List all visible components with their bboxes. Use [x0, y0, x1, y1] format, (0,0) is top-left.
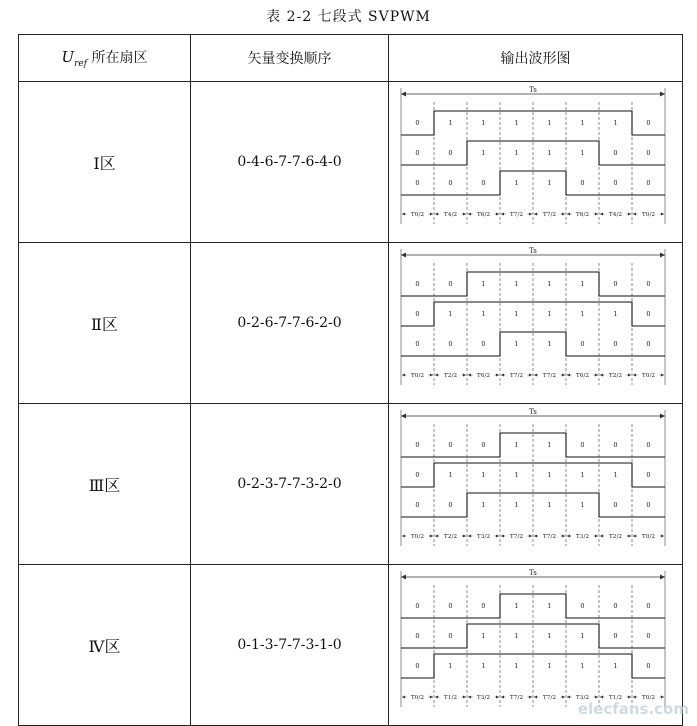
time-arrow-head — [430, 696, 433, 699]
time-arrow-head — [402, 696, 405, 699]
time-arrow-head — [468, 213, 471, 216]
time-interval-label: T1/2 — [443, 695, 458, 702]
time-interval-label: T7/2 — [542, 695, 557, 702]
waveform-state-label: 1 — [580, 632, 585, 640]
time-arrow-head — [661, 535, 664, 538]
waveform-state-label: 0 — [580, 441, 585, 449]
waveform-state-label: 1 — [547, 310, 552, 318]
waveform-state-label: 0 — [448, 179, 453, 187]
waveform-state-label: 0 — [646, 662, 651, 670]
header-waveform: 输出波形图 — [389, 35, 683, 82]
sequence-cell: 0-2-3-7-7-3-2-0 — [191, 404, 389, 565]
waveform-state-label: 1 — [448, 662, 453, 670]
waveform-state-label: 0 — [646, 441, 651, 449]
ts-arrow-head-left — [401, 92, 406, 97]
time-arrow-head — [562, 535, 565, 538]
waveform-state-label: 1 — [547, 149, 552, 157]
time-interval-label: T0/2 — [410, 373, 425, 380]
waveform-state-label: 1 — [514, 662, 519, 670]
waveform-state-label: 1 — [481, 119, 486, 127]
time-interval-label: T0/2 — [410, 212, 425, 219]
waveform-state-label: 0 — [415, 632, 420, 640]
waveform-state-label: 0 — [646, 501, 651, 509]
waveform-state-label: 1 — [547, 179, 552, 187]
time-arrow-head — [562, 696, 565, 699]
waveform-state-label: 1 — [514, 602, 519, 610]
time-interval-label: T2/2 — [443, 534, 458, 541]
waveform-cell — [389, 82, 683, 243]
waveform-state-label: 1 — [547, 119, 552, 127]
time-arrow-head — [463, 213, 466, 216]
time-interval-label: T4/2 — [443, 212, 458, 219]
time-interval-label: T7/2 — [542, 534, 557, 541]
waveform-state-label: 0 — [415, 441, 420, 449]
time-interval-label: T6/2 — [476, 373, 491, 380]
waveform-state-label: 0 — [646, 310, 651, 318]
time-arrow-head — [501, 535, 504, 538]
time-arrow-head — [430, 213, 433, 216]
time-arrow-head — [600, 696, 603, 699]
waveform-state-label: 1 — [547, 471, 552, 479]
time-interval-label: T7/2 — [509, 373, 524, 380]
time-arrow-head — [633, 696, 636, 699]
waveform-state-label: 1 — [514, 501, 519, 509]
time-interval-label: T6/2 — [575, 212, 590, 219]
waveform-state-label: 1 — [481, 149, 486, 157]
time-arrow-head — [529, 374, 532, 377]
waveform-state-label: 0 — [613, 340, 618, 348]
time-arrow-head — [562, 213, 565, 216]
time-arrow-head — [628, 213, 631, 216]
sequence-cell: 0-2-6-7-7-6-2-0 — [191, 243, 389, 404]
time-arrow-head — [501, 696, 504, 699]
waveform-state-label: 1 — [547, 501, 552, 509]
header-row — [19, 35, 683, 82]
time-interval-label: T2/2 — [608, 373, 623, 380]
waveform-state-label: 0 — [481, 340, 486, 348]
time-interval-label: T2/2 — [443, 373, 458, 380]
waveform-diagram — [389, 84, 679, 240]
table-row — [19, 243, 683, 404]
waveform-state-label: 1 — [448, 310, 453, 318]
waveform-state-label: 0 — [415, 501, 420, 509]
waveform-state-label: 0 — [415, 280, 420, 288]
waveform-state-label: 0 — [646, 119, 651, 127]
time-arrow-head — [633, 535, 636, 538]
time-interval-label: T7/2 — [509, 212, 524, 219]
time-interval-label: T7/2 — [542, 212, 557, 219]
time-arrow-head — [463, 374, 466, 377]
time-arrow-head — [628, 535, 631, 538]
waveform-state-label: 1 — [580, 662, 585, 670]
time-interval-label: T6/2 — [476, 212, 491, 219]
time-interval-label: T2/2 — [608, 534, 623, 541]
waveform-state-label: 1 — [580, 280, 585, 288]
waveform-state-label: 0 — [448, 441, 453, 449]
time-arrow-head — [430, 374, 433, 377]
sector-cell: Ⅳ区 — [19, 565, 191, 726]
waveform-state-label: 0 — [481, 441, 486, 449]
time-arrow-head — [501, 374, 504, 377]
waveform-state-label: 0 — [415, 602, 420, 610]
time-arrow-head — [496, 696, 499, 699]
waveform-state-label: 1 — [448, 471, 453, 479]
waveform-cell — [389, 404, 683, 565]
time-arrow-head — [435, 213, 438, 216]
time-arrow-head — [534, 696, 537, 699]
waveform-state-label: 1 — [580, 501, 585, 509]
waveform-state-label: 0 — [646, 632, 651, 640]
waveform-state-label: 0 — [613, 149, 618, 157]
ts-arrow-head-right — [660, 575, 665, 580]
time-interval-label: T0/2 — [641, 695, 656, 702]
time-arrow-head — [529, 535, 532, 538]
waveform-state-label: 0 — [646, 471, 651, 479]
ts-arrow-head-right — [660, 414, 665, 419]
time-arrow-head — [595, 535, 598, 538]
waveform-state-label: 0 — [415, 471, 420, 479]
time-arrow-head — [600, 374, 603, 377]
time-arrow-head — [463, 696, 466, 699]
time-arrow-head — [567, 374, 570, 377]
time-interval-label: T0/2 — [410, 534, 425, 541]
waveform-state-label: 1 — [514, 179, 519, 187]
sector-cell: Ⅱ区 — [19, 243, 191, 404]
waveform-state-label: 0 — [415, 340, 420, 348]
time-arrow-head — [628, 374, 631, 377]
waveform-state-label: 1 — [448, 119, 453, 127]
time-arrow-head — [430, 535, 433, 538]
time-interval-label: T4/2 — [608, 212, 623, 219]
ts-label: Ts — [529, 408, 537, 416]
waveform-state-label: 0 — [613, 179, 618, 187]
time-arrow-head — [600, 213, 603, 216]
sector-cell: Ⅲ区 — [19, 404, 191, 565]
waveform-state-label: 1 — [613, 119, 618, 127]
time-arrow-head — [402, 535, 405, 538]
time-arrow-head — [595, 696, 598, 699]
time-interval-label: T0/2 — [410, 695, 425, 702]
waveform-state-label: 0 — [613, 632, 618, 640]
time-arrow-head — [600, 535, 603, 538]
time-arrow-head — [567, 213, 570, 216]
time-arrow-head — [562, 374, 565, 377]
sector-cell: Ⅰ区 — [19, 82, 191, 243]
waveform-state-label: 1 — [547, 662, 552, 670]
time-arrow-head — [435, 696, 438, 699]
time-interval-label: T7/2 — [509, 695, 524, 702]
time-arrow-head — [567, 535, 570, 538]
waveform-state-label: 1 — [514, 340, 519, 348]
waveform-state-label: 1 — [481, 471, 486, 479]
time-arrow-head — [534, 213, 537, 216]
waveform-state-label: 1 — [514, 632, 519, 640]
waveform-state-label: 1 — [514, 119, 519, 127]
uref-symbol: $U_{ref}$ — [61, 48, 88, 69]
time-interval-label: T7/2 — [542, 373, 557, 380]
waveform-state-label: 0 — [448, 632, 453, 640]
waveform-state-label: 1 — [481, 310, 486, 318]
time-interval-label: T3/2 — [476, 695, 491, 702]
waveform-state-label: 1 — [547, 340, 552, 348]
waveform-state-label: 1 — [514, 280, 519, 288]
waveform-state-label: 1 — [613, 662, 618, 670]
time-interval-label: T6/2 — [575, 373, 590, 380]
time-arrow-head — [468, 696, 471, 699]
ts-label: Ts — [529, 86, 537, 94]
time-arrow-head — [628, 696, 631, 699]
waveform-state-label: 1 — [481, 662, 486, 670]
time-interval-label: T3/2 — [575, 695, 590, 702]
waveform-state-label: 0 — [448, 501, 453, 509]
waveform-state-label: 1 — [547, 602, 552, 610]
time-arrow-head — [435, 374, 438, 377]
time-interval-label: T7/2 — [509, 534, 524, 541]
time-arrow-head — [435, 535, 438, 538]
waveform-state-label: 0 — [646, 149, 651, 157]
time-arrow-head — [633, 374, 636, 377]
ts-label: Ts — [529, 569, 537, 577]
waveform-cell — [389, 243, 683, 404]
time-arrow-head — [468, 535, 471, 538]
waveform-state-label: 1 — [580, 310, 585, 318]
svpwm-table — [18, 34, 683, 726]
waveform-state-label: 0 — [646, 280, 651, 288]
waveform-state-label: 0 — [580, 179, 585, 187]
waveform-state-label: 1 — [514, 471, 519, 479]
waveform-state-label: 0 — [448, 602, 453, 610]
time-arrow-head — [529, 696, 532, 699]
sequence-cell: 0-4-6-7-7-6-4-0 — [191, 82, 389, 243]
waveform-state-label: 0 — [613, 441, 618, 449]
time-arrow-head — [463, 535, 466, 538]
waveform-state-label: 0 — [415, 662, 420, 670]
waveform-state-label: 0 — [580, 602, 585, 610]
waveform-state-label: 1 — [481, 632, 486, 640]
waveform-state-label: 1 — [580, 471, 585, 479]
waveform-state-label: 0 — [646, 179, 651, 187]
waveform-state-label: 1 — [580, 119, 585, 127]
ts-arrow-head-left — [401, 575, 406, 580]
time-arrow-head — [567, 696, 570, 699]
waveform-state-label: 0 — [415, 119, 420, 127]
waveform-state-label: 1 — [514, 310, 519, 318]
waveform-state-label: 0 — [415, 149, 420, 157]
waveform-state-label: 0 — [481, 602, 486, 610]
time-arrow-head — [633, 213, 636, 216]
time-arrow-head — [661, 696, 664, 699]
watermark: elecfans.com — [577, 700, 689, 718]
waveform-state-label: 0 — [613, 280, 618, 288]
time-interval-label: T0/2 — [641, 212, 656, 219]
waveform-state-label: 1 — [514, 441, 519, 449]
ts-label: Ts — [529, 247, 537, 255]
header-sequence: 矢量变换顺序 — [191, 35, 389, 82]
waveform-state-label: 1 — [514, 149, 519, 157]
time-arrow-head — [468, 374, 471, 377]
waveform-state-label: 1 — [580, 149, 585, 157]
time-arrow-head — [534, 374, 537, 377]
waveform-state-label: 1 — [613, 310, 618, 318]
time-arrow-head — [402, 374, 405, 377]
waveform-state-label: 0 — [646, 340, 651, 348]
waveform-state-label: 1 — [613, 471, 618, 479]
waveform-state-label: 0 — [580, 340, 585, 348]
waveform-state-label: 0 — [448, 149, 453, 157]
time-arrow-head — [595, 374, 598, 377]
waveform-state-label: 0 — [448, 340, 453, 348]
time-interval-label: T0/2 — [641, 534, 656, 541]
time-arrow-head — [534, 535, 537, 538]
waveform-state-label: 1 — [547, 280, 552, 288]
waveform-state-label: 1 — [481, 501, 486, 509]
time-interval-label: T0/2 — [641, 373, 656, 380]
waveform-diagram — [389, 406, 679, 562]
time-arrow-head — [496, 374, 499, 377]
waveform-state-label: 0 — [646, 602, 651, 610]
sequence-cell: 0-1-3-7-7-3-1-0 — [191, 565, 389, 726]
time-interval-label: T3/2 — [575, 534, 590, 541]
waveform-state-label: 0 — [481, 179, 486, 187]
waveform-state-label: 0 — [415, 310, 420, 318]
table-caption: 表 2-2 七段式 SVPWM — [266, 9, 431, 25]
time-arrow-head — [496, 535, 499, 538]
time-arrow-head — [661, 374, 664, 377]
table-row — [19, 82, 683, 243]
waveform-state-label: 0 — [613, 501, 618, 509]
waveform-state-label: 1 — [481, 280, 486, 288]
waveform-state-label: 0 — [415, 179, 420, 187]
ts-arrow-head-left — [401, 414, 406, 419]
time-arrow-head — [595, 213, 598, 216]
time-interval-label: T3/2 — [476, 534, 491, 541]
time-interval-label: T1/2 — [608, 695, 623, 702]
time-arrow-head — [529, 213, 532, 216]
waveform-state-label: 1 — [547, 632, 552, 640]
waveform-state-label: 1 — [547, 441, 552, 449]
ts-arrow-head-right — [660, 92, 665, 97]
time-arrow-head — [402, 213, 405, 216]
waveform-diagram — [389, 245, 679, 401]
header-sector: $U_{ref}$ 所在扇区 — [19, 35, 191, 82]
time-arrow-head — [501, 213, 504, 216]
ts-arrow-head-right — [660, 253, 665, 258]
ts-arrow-head-left — [401, 253, 406, 258]
time-arrow-head — [496, 213, 499, 216]
time-arrow-head — [661, 213, 664, 216]
table-row — [19, 404, 683, 565]
waveform-state-label: 0 — [613, 602, 618, 610]
waveform-state-label: 0 — [448, 280, 453, 288]
